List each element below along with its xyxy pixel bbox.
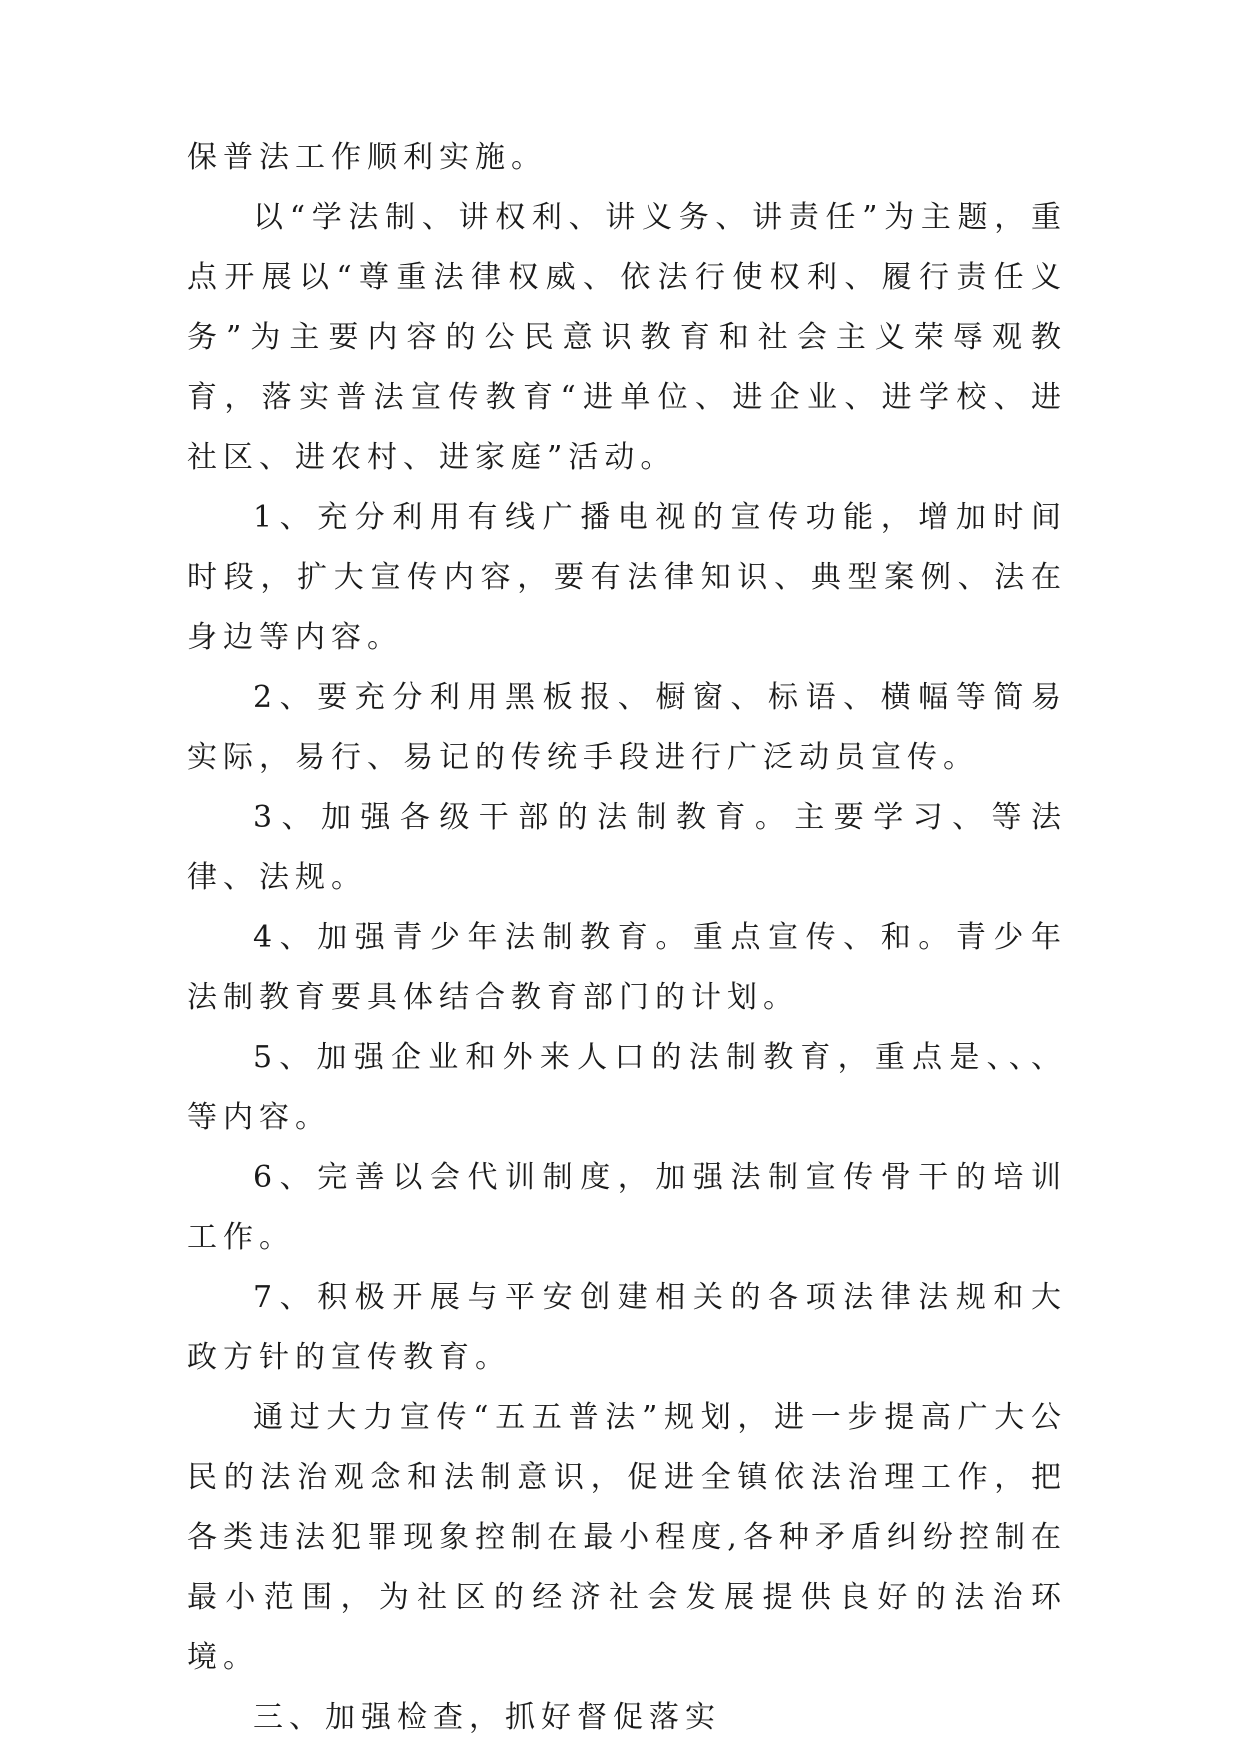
list-item-7: 7、积极开展与平安创建相关的各项法律法规和大政方针的宣传教育。 xyxy=(187,1280,1067,1375)
list-item-6: 6、完善以会代训制度，加强法制宣传骨干的培训工作。 xyxy=(187,1160,1067,1255)
section-heading: 三、加强检查，抓好督促落实 xyxy=(253,1700,721,1735)
paragraph-summary: 通过大力宣传“五五普法”规划，进一步提高广大公民的法治观念和法制意识，促进全镇依法治理工作，把各类违法犯罪现象控制在最小程度,各种矛盾纠纷控制在最小范围，为社区的经济社会发展提供良好的法治环境。 xyxy=(187,1400,1067,1675)
document-body xyxy=(187,128,1067,1748)
paragraph-continuation: 保普法工作顺利实施。 xyxy=(187,140,547,175)
list-item-1: 1、充分利用有线广播电视的宣传功能，增加时间时段，扩大宣传内容，要有法律知识、典型案例、法在身边等内容。 xyxy=(187,500,1067,655)
list-item-3: 3、加强各级干部的法制教育。主要学习、等法律、法规。 xyxy=(187,800,1067,895)
list-item-2: 2、要充分利用黑板报、橱窗、标语、横幅等简易实际，易行、易记的传统手段进行广泛动员宣传。 xyxy=(187,680,1067,775)
list-item-4: 4、加强青少年法制教育。重点宣传、和。青少年法制教育要具体结合教育部门的计划。 xyxy=(187,920,1067,1015)
list-item-5: 5、加强企业和外来人口的法制教育，重点是、、、等内容。 xyxy=(187,1040,1067,1135)
paragraph-theme: 以“学法制、讲权利、讲义务、讲责任”为主题，重点开展以“尊重法律权威、依法行使权利、履行责任义务”为主要内容的公民意识教育和社会主义荣辱观教育，落实普法宣传教育“进单位、进企业、进学校、进社区、进农村、进家庭”活动。 xyxy=(187,200,1067,475)
